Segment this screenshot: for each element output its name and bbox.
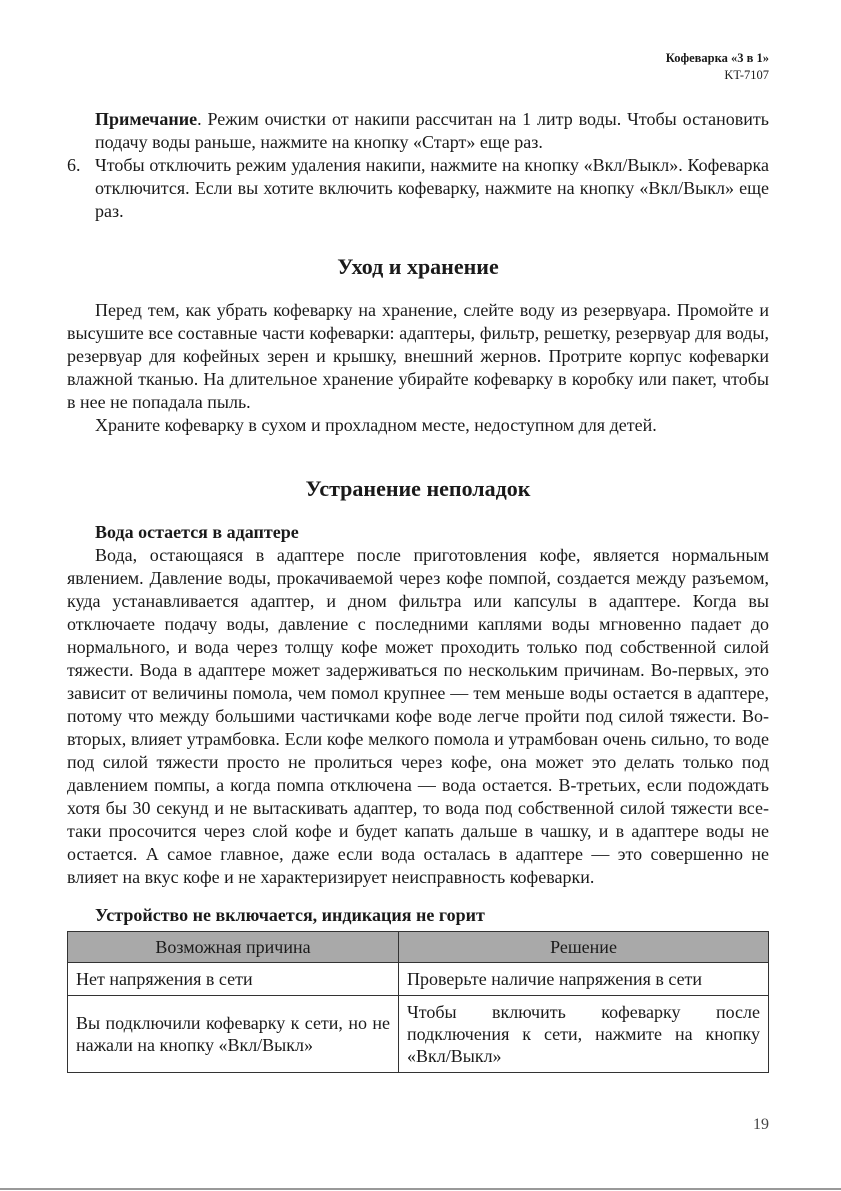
table-cell-solution: Чтобы включить кофеварку после подключения к сети, нажмите на кнопку «Вкл/Выкл»	[399, 996, 769, 1073]
section-heading-troubleshooting: Устранение неполадок	[305, 476, 531, 501]
note-text: . Режим очистки от накипи рассчитан на 1 литр воды. Чтобы остановить подачу воды раньше, нажмите на кнопку «Старт» еще раз.	[95, 109, 769, 152]
table-header-cause: Возможная причина	[68, 932, 399, 963]
page-header	[666, 50, 769, 84]
troubleshooting-table	[67, 931, 769, 1073]
table-cell-cause: Вы подключили кофеварку к сети, но не нажали на кнопку «Вкл/Выкл»	[68, 996, 399, 1073]
table-row	[68, 963, 769, 996]
list-item-text: Чтобы отключить режим удаления накипи, нажмите на кнопку «Вкл/Выкл». Кофеварка отключится. Если вы хотите включить кофеварку, нажмите на кнопку «Вкл/Выкл» еще раз.	[95, 155, 769, 221]
note-paragraph	[67, 108, 769, 154]
page-number: 19	[753, 1116, 769, 1133]
bottom-divider	[0, 1188, 841, 1190]
table-header-row	[68, 932, 769, 963]
header-product-title: Кофеварка «3 в 1»	[665, 51, 769, 65]
subheading-device-not-on: Устройство не включается, индикация не горит	[95, 905, 485, 925]
table-row	[68, 996, 769, 1073]
note-label: Примечание	[95, 109, 198, 129]
table-header-solution: Решение	[399, 932, 769, 963]
care-paragraph-2: Храните кофеварку в сухом и прохладном месте, недоступном для детей.	[95, 415, 657, 435]
section-heading-care: Уход и хранение	[337, 254, 499, 279]
header-model: KT-7107	[724, 68, 769, 82]
list-item-number: 6.	[67, 155, 81, 175]
list-item-6	[67, 154, 769, 223]
subheading-water-in-adapter: Вода остается в адаптере	[95, 522, 299, 542]
table-cell-cause: Нет напряжения в сети	[68, 963, 399, 996]
troubleshooting-paragraph: Вода, остающаяся в адаптере после приготовления кофе, является нормальным явлением. Давление воды, прокачиваемой через кофе помпой, создается между разъемом, куда устанавливается адаптер, и дном фильтра или капсулы в адаптере. Когда вы отключаете подачу воды, давление с последними каплями воды мгновенно падает до нормального, и вода через толщу кофе может проходить только под собственной силой тяжести. Вода в адаптере может задерживаться по нескольким причинам. Во-первых, это зависит от величины помола, чем помол крупнее — тем меньше воды остается в адаптере, потому что между большими частичками кофе воде легче пройти под силой тяжести. Во-вторых, влияет утрамбовка. Если кофе мелкого помола и утрамбован очень сильно, то воде под силой тяжести просто не пролиться через кофе, она может это делать только под давлением помпы, а когда помпа отключена — вода остается. В-третьих, если подождать хотя бы 30 секунд и не вытаскивать адаптер, то вода под собственной силой тяжести все-таки просочится через слой кофе и будет капать дальше в чашку, и в адаптере воды не остается. А самое главное, даже если вода осталась в адаптере — это совершенно не влияет на вкус кофе и не характеризирует неисправность кофеварки.	[67, 545, 769, 887]
page-content	[67, 108, 769, 1073]
care-paragraph-1: Перед тем, как убрать кофеварку на хранение, слейте воду из резервуара. Промойте и высушите все составные части кофеварки: адаптеры, фильтр, решетку, резервуар для воды, резервуар для кофейных зерен и крышку, внешний жернов. Протрите корпус кофеварки влажной тканью. На длительное хранение убирайте кофеварку в коробку или пакет, чтобы в нее не попадала пыль.	[67, 300, 769, 412]
table-cell-solution: Проверьте наличие напряжения в сети	[399, 963, 769, 996]
